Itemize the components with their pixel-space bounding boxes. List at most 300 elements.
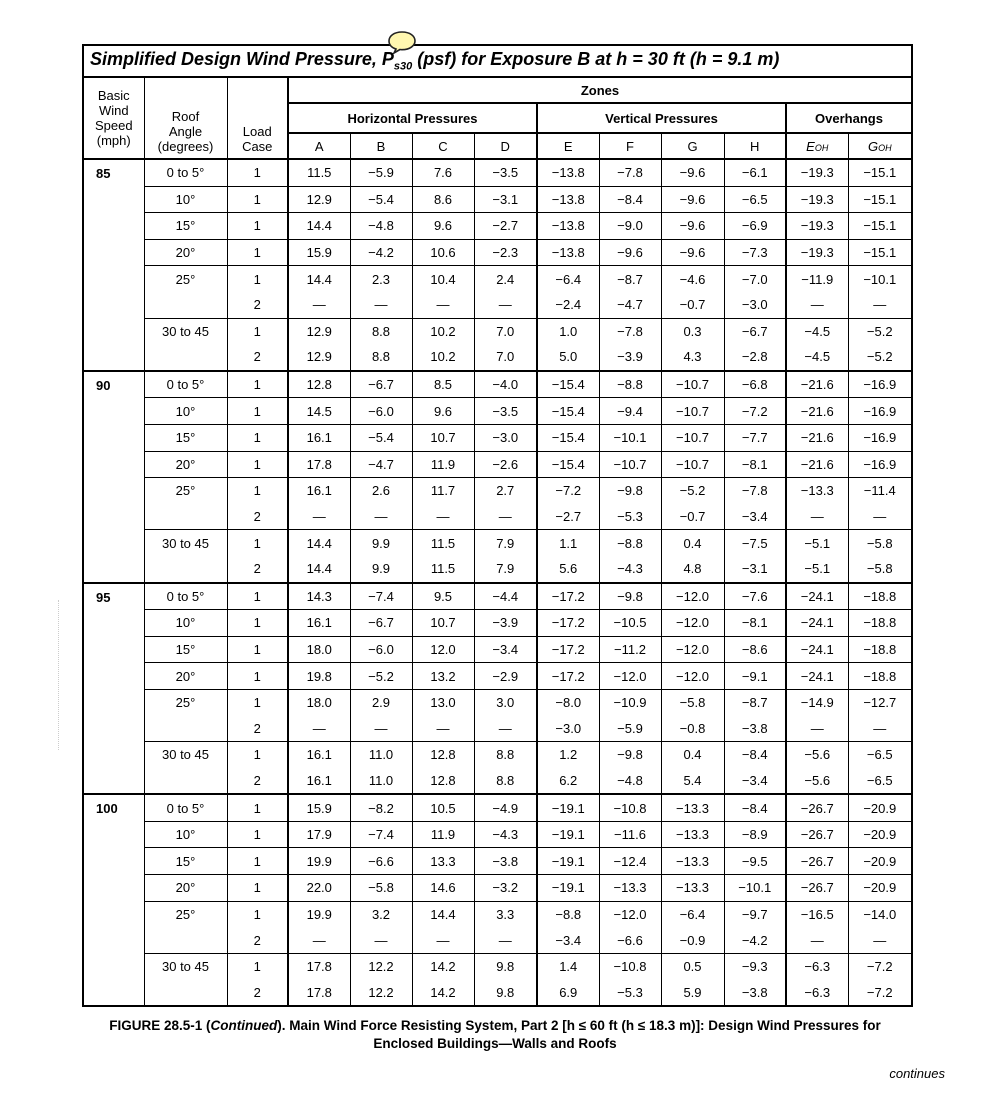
load-case-cell: 1: [227, 266, 288, 292]
load-case-cell: 1: [227, 689, 288, 715]
pressure-value-cell: 1.4: [537, 953, 599, 979]
pressure-value-cell: −4.3: [599, 556, 661, 583]
pressure-value-cell: −19.3: [786, 186, 848, 213]
pressure-value-cell: 17.8: [288, 451, 350, 478]
load-case-cell: 1: [227, 821, 288, 848]
pressure-value-cell: 5.0: [537, 344, 599, 371]
load-case-cell: 1: [227, 424, 288, 451]
pressure-value-cell: —: [412, 927, 474, 953]
pressure-value-cell: −21.6: [786, 451, 848, 478]
pressure-value-cell: 18.0: [288, 636, 350, 663]
load-case-cell: 1: [227, 901, 288, 927]
col-header-f: F: [599, 133, 661, 159]
pressure-value-cell: 7.0: [474, 318, 537, 344]
pressure-value-cell: −8.4: [599, 186, 661, 213]
pressure-value-cell: 8.6: [412, 186, 474, 213]
pressure-value-cell: −15.4: [537, 451, 599, 478]
pressure-value-cell: −19.1: [537, 821, 599, 848]
pressure-value-cell: 7.9: [474, 556, 537, 583]
pressure-value-cell: −4.2: [350, 239, 412, 266]
roof-angle-cell: 30 to 45: [144, 953, 227, 979]
pressure-value-cell: −3.2: [474, 875, 537, 902]
pressure-value-cell: −20.9: [848, 794, 912, 821]
load-case-cell: 2: [227, 715, 288, 741]
pressure-value-cell: −6.0: [350, 398, 412, 425]
pressure-value-cell: 0.4: [661, 742, 724, 768]
pressure-value-cell: −8.2: [350, 794, 412, 821]
table-row: [83, 821, 912, 848]
load-case-cell: 1: [227, 239, 288, 266]
roof-angle-cell: [144, 768, 227, 795]
pressure-value-cell: 15.9: [288, 239, 350, 266]
pressure-value-cell: 9.8: [474, 979, 537, 1006]
pressure-value-cell: —: [350, 292, 412, 318]
pressure-value-cell: 11.0: [350, 742, 412, 768]
pressure-value-cell: −7.2: [848, 979, 912, 1006]
pressure-value-cell: 14.4: [412, 901, 474, 927]
wind-speed-cell: 100: [83, 794, 144, 1006]
pressure-value-cell: −10.1: [848, 266, 912, 292]
pressure-value-cell: −8.7: [599, 266, 661, 292]
header-horizontal-pressures: Horizontal Pressures: [288, 103, 537, 133]
pressure-value-cell: −5.8: [848, 530, 912, 556]
pressure-value-cell: −6.8: [724, 371, 786, 398]
pressure-value-cell: 7.6: [412, 159, 474, 186]
pressure-value-cell: −19.1: [537, 848, 599, 875]
roof-angle-cell: 10°: [144, 610, 227, 637]
pressure-value-cell: −9.6: [661, 239, 724, 266]
pressure-value-cell: −6.4: [537, 266, 599, 292]
load-case-cell: 1: [227, 318, 288, 344]
pressure-value-cell: 0.5: [661, 953, 724, 979]
pressure-value-cell: −10.1: [724, 875, 786, 902]
pressure-value-cell: −26.7: [786, 848, 848, 875]
roof-angle-cell: 20°: [144, 451, 227, 478]
pressure-value-cell: −24.1: [786, 610, 848, 637]
pressure-value-cell: −18.8: [848, 663, 912, 690]
load-case-cell: 1: [227, 478, 288, 504]
pressure-value-cell: −5.2: [848, 318, 912, 344]
pressure-value-cell: −6.6: [350, 848, 412, 875]
pressure-value-cell: −4.0: [474, 371, 537, 398]
pressure-value-cell: 14.4: [288, 530, 350, 556]
pressure-value-cell: −5.1: [786, 530, 848, 556]
pressure-value-cell: 5.9: [661, 979, 724, 1006]
pressure-value-cell: —: [474, 292, 537, 318]
pressure-value-cell: —: [288, 715, 350, 741]
pressure-value-cell: −3.4: [537, 927, 599, 953]
roof-angle-cell: 15°: [144, 636, 227, 663]
pressure-value-cell: 14.4: [288, 266, 350, 292]
pressure-value-cell: −7.0: [724, 266, 786, 292]
pressure-value-cell: −9.6: [661, 213, 724, 240]
pressure-value-cell: −5.6: [786, 768, 848, 795]
pressure-value-cell: −10.8: [599, 794, 661, 821]
roof-angle-cell: [144, 979, 227, 1006]
col-header-e: E: [537, 133, 599, 159]
load-case-cell: 1: [227, 371, 288, 398]
table-row: [83, 424, 912, 451]
pressure-value-cell: 13.2: [412, 663, 474, 690]
header-load-case: Load Case: [227, 77, 288, 159]
pressure-value-cell: 11.5: [412, 556, 474, 583]
pressure-value-cell: −24.1: [786, 636, 848, 663]
pressure-value-cell: 16.1: [288, 742, 350, 768]
load-case-cell: 1: [227, 186, 288, 213]
table-row: [83, 742, 912, 768]
pressure-value-cell: −10.1: [599, 424, 661, 451]
pressure-value-cell: −12.0: [661, 610, 724, 637]
wind-pressure-table-container: [82, 44, 911, 1007]
pressure-value-cell: 10.2: [412, 344, 474, 371]
table-row: [83, 953, 912, 979]
table-row: [83, 583, 912, 610]
pressure-value-cell: −0.7: [661, 504, 724, 530]
pressure-value-cell: —: [412, 715, 474, 741]
pressure-value-cell: −26.7: [786, 821, 848, 848]
table-row: [83, 715, 912, 741]
pressure-value-cell: −10.9: [599, 689, 661, 715]
pressure-value-cell: —: [350, 927, 412, 953]
continues-note: continues: [889, 1066, 945, 1081]
pressure-value-cell: −24.1: [786, 583, 848, 610]
pressure-value-cell: —: [412, 504, 474, 530]
pressure-value-cell: 3.3: [474, 901, 537, 927]
pressure-value-cell: −20.9: [848, 875, 912, 902]
pressure-value-cell: 4.8: [661, 556, 724, 583]
pressure-value-cell: 14.3: [288, 583, 350, 610]
roof-angle-cell: 30 to 45: [144, 318, 227, 344]
pressure-value-cell: −9.5: [724, 848, 786, 875]
pressure-value-cell: 10.6: [412, 239, 474, 266]
header-roof-angle: Roof Angle (degrees): [144, 77, 227, 159]
pressure-value-cell: −6.1: [724, 159, 786, 186]
pressure-value-cell: −5.3: [599, 504, 661, 530]
pressure-value-cell: −2.7: [537, 504, 599, 530]
pressure-value-cell: 9.9: [350, 556, 412, 583]
pressure-value-cell: 9.6: [412, 398, 474, 425]
pressure-value-cell: −9.4: [599, 398, 661, 425]
col-header-a: A: [288, 133, 350, 159]
pressure-value-cell: −6.7: [350, 371, 412, 398]
pressure-value-cell: −3.0: [474, 424, 537, 451]
pressure-value-cell: −7.2: [724, 398, 786, 425]
pressure-value-cell: 19.9: [288, 848, 350, 875]
pressure-value-cell: −6.9: [724, 213, 786, 240]
load-case-cell: 1: [227, 794, 288, 821]
load-case-cell: 1: [227, 583, 288, 610]
pressure-value-cell: —: [786, 504, 848, 530]
pressure-value-cell: 11.9: [412, 821, 474, 848]
pressure-value-cell: −8.7: [724, 689, 786, 715]
pressure-value-cell: 3.2: [350, 901, 412, 927]
pressure-value-cell: −12.0: [599, 901, 661, 927]
pressure-value-cell: 8.5: [412, 371, 474, 398]
pressure-value-cell: −3.1: [474, 186, 537, 213]
pressure-value-cell: −8.6: [724, 636, 786, 663]
pressure-value-cell: 14.2: [412, 979, 474, 1006]
table-body: [83, 159, 912, 1006]
pressure-value-cell: 13.0: [412, 689, 474, 715]
pressure-value-cell: 2.9: [350, 689, 412, 715]
roof-angle-cell: 0 to 5°: [144, 371, 227, 398]
pressure-value-cell: −10.5: [599, 610, 661, 637]
load-case-cell: 2: [227, 556, 288, 583]
pressure-value-cell: 8.8: [350, 344, 412, 371]
col-header-h: H: [724, 133, 786, 159]
load-case-cell: 1: [227, 953, 288, 979]
pressure-value-cell: 9.6: [412, 213, 474, 240]
pressure-value-cell: −8.1: [724, 451, 786, 478]
pressure-value-cell: 2.6: [350, 478, 412, 504]
pressure-value-cell: −4.8: [350, 213, 412, 240]
pressure-value-cell: −8.9: [724, 821, 786, 848]
pressure-value-cell: −17.2: [537, 610, 599, 637]
pressure-value-cell: −12.0: [599, 663, 661, 690]
roof-angle-cell: 15°: [144, 424, 227, 451]
pressure-value-cell: −15.4: [537, 371, 599, 398]
pressure-value-cell: −5.2: [350, 663, 412, 690]
wind-pressure-table: [82, 44, 913, 1007]
pressure-value-cell: −17.2: [537, 583, 599, 610]
table-row: [83, 292, 912, 318]
load-case-cell: 1: [227, 451, 288, 478]
roof-angle-cell: [144, 504, 227, 530]
pressure-value-cell: −4.4: [474, 583, 537, 610]
table-row: [83, 478, 912, 504]
pressure-value-cell: 5.4: [661, 768, 724, 795]
pressure-value-cell: −20.9: [848, 821, 912, 848]
pressure-value-cell: 3.0: [474, 689, 537, 715]
pressure-value-cell: −5.9: [350, 159, 412, 186]
table-row: [83, 504, 912, 530]
pressure-value-cell: 12.2: [350, 979, 412, 1006]
pressure-value-cell: −6.5: [848, 742, 912, 768]
pressure-value-cell: −11.6: [599, 821, 661, 848]
roof-angle-cell: [144, 556, 227, 583]
pressure-value-cell: 5.6: [537, 556, 599, 583]
pressure-value-cell: —: [786, 927, 848, 953]
pressure-value-cell: −9.6: [661, 186, 724, 213]
pressure-value-cell: −2.3: [474, 239, 537, 266]
pressure-value-cell: −4.7: [599, 292, 661, 318]
table-row: [83, 556, 912, 583]
pressure-value-cell: −6.6: [599, 927, 661, 953]
load-case-cell: 2: [227, 768, 288, 795]
pressure-value-cell: −6.5: [848, 768, 912, 795]
table-row: [83, 794, 912, 821]
pressure-value-cell: −19.3: [786, 213, 848, 240]
pressure-value-cell: −2.6: [474, 451, 537, 478]
pressure-value-cell: 12.8: [288, 371, 350, 398]
roof-angle-cell: 0 to 5°: [144, 583, 227, 610]
pressure-value-cell: —: [412, 292, 474, 318]
pressure-value-cell: 8.8: [474, 742, 537, 768]
pressure-value-cell: −4.5: [786, 344, 848, 371]
pressure-value-cell: −4.5: [786, 318, 848, 344]
pressure-value-cell: −14.9: [786, 689, 848, 715]
pressure-value-cell: −7.5: [724, 530, 786, 556]
pressure-value-cell: −24.1: [786, 663, 848, 690]
pressure-value-cell: −3.9: [474, 610, 537, 637]
pressure-value-cell: 15.9: [288, 794, 350, 821]
pressure-value-cell: −8.1: [724, 610, 786, 637]
pressure-value-cell: −5.4: [350, 424, 412, 451]
pressure-value-cell: 16.1: [288, 424, 350, 451]
pressure-value-cell: 13.3: [412, 848, 474, 875]
pressure-value-cell: —: [848, 715, 912, 741]
pressure-value-cell: 10.4: [412, 266, 474, 292]
table-row: [83, 186, 912, 213]
pressure-value-cell: −11.2: [599, 636, 661, 663]
pressure-value-cell: −9.8: [599, 583, 661, 610]
pressure-value-cell: −15.4: [537, 424, 599, 451]
pressure-value-cell: −16.5: [786, 901, 848, 927]
pressure-value-cell: −20.9: [848, 848, 912, 875]
pressure-value-cell: −5.9: [599, 715, 661, 741]
pressure-value-cell: −5.8: [661, 689, 724, 715]
roof-angle-cell: 30 to 45: [144, 742, 227, 768]
pressure-value-cell: 9.8: [474, 953, 537, 979]
pressure-value-cell: −13.8: [537, 239, 599, 266]
pressure-value-cell: 9.9: [350, 530, 412, 556]
pressure-value-cell: −17.2: [537, 663, 599, 690]
pressure-value-cell: −9.7: [724, 901, 786, 927]
pressure-value-cell: −9.1: [724, 663, 786, 690]
pressure-value-cell: −6.5: [724, 186, 786, 213]
pressure-value-cell: 14.4: [288, 213, 350, 240]
wind-speed-cell: 90: [83, 371, 144, 583]
table-row: [83, 239, 912, 266]
pressure-value-cell: 10.7: [412, 610, 474, 637]
pressure-value-cell: —: [474, 504, 537, 530]
pressure-value-cell: −9.3: [724, 953, 786, 979]
roof-angle-cell: 25°: [144, 689, 227, 715]
roof-angle-cell: 10°: [144, 821, 227, 848]
pressure-value-cell: −0.8: [661, 715, 724, 741]
pressure-value-cell: 0.3: [661, 318, 724, 344]
pressure-value-cell: −9.0: [599, 213, 661, 240]
pressure-value-cell: 7.0: [474, 344, 537, 371]
pressure-value-cell: −7.2: [537, 478, 599, 504]
pressure-value-cell: −8.4: [724, 742, 786, 768]
load-case-cell: 1: [227, 848, 288, 875]
table-row: [83, 636, 912, 663]
table-row: [83, 927, 912, 953]
table-row: [83, 610, 912, 637]
pressure-value-cell: −7.8: [724, 478, 786, 504]
pressure-value-cell: 2.4: [474, 266, 537, 292]
pressure-value-cell: 16.1: [288, 768, 350, 795]
pressure-value-cell: −9.8: [599, 478, 661, 504]
table-row: [83, 901, 912, 927]
pressure-value-cell: −8.8: [537, 901, 599, 927]
header-zones: Zones: [288, 77, 912, 103]
pressure-value-cell: 8.8: [474, 768, 537, 795]
pressure-value-cell: −8.0: [537, 689, 599, 715]
pressure-value-cell: −3.9: [599, 344, 661, 371]
header-basic-wind-speed: Basic Wind Speed (mph): [83, 77, 144, 159]
table-row: [83, 451, 912, 478]
pressure-value-cell: −5.6: [786, 742, 848, 768]
pressure-value-cell: −5.2: [848, 344, 912, 371]
pressure-value-cell: −21.6: [786, 424, 848, 451]
pressure-value-cell: −7.7: [724, 424, 786, 451]
pressure-value-cell: −13.3: [661, 848, 724, 875]
pressure-value-cell: 12.0: [412, 636, 474, 663]
table-row: [83, 318, 912, 344]
pressure-value-cell: 1.2: [537, 742, 599, 768]
load-case-cell: 1: [227, 213, 288, 240]
pressure-value-cell: −11.9: [786, 266, 848, 292]
pressure-value-cell: −13.3: [661, 821, 724, 848]
pressure-value-cell: 11.5: [288, 159, 350, 186]
pressure-value-cell: −4.7: [350, 451, 412, 478]
pressure-value-cell: 19.8: [288, 663, 350, 690]
roof-angle-cell: 25°: [144, 266, 227, 292]
pressure-value-cell: −5.4: [350, 186, 412, 213]
pressure-value-cell: —: [848, 292, 912, 318]
pressure-value-cell: −2.9: [474, 663, 537, 690]
pressure-value-cell: 9.5: [412, 583, 474, 610]
pressure-value-cell: 16.1: [288, 478, 350, 504]
table-row: [83, 213, 912, 240]
pressure-value-cell: —: [848, 927, 912, 953]
pressure-value-cell: −3.8: [724, 715, 786, 741]
pressure-value-cell: −6.4: [661, 901, 724, 927]
pressure-value-cell: −7.3: [724, 239, 786, 266]
pressure-value-cell: 1.0: [537, 318, 599, 344]
pressure-value-cell: −13.8: [537, 213, 599, 240]
table-row: [83, 848, 912, 875]
pressure-value-cell: −15.1: [848, 213, 912, 240]
roof-angle-cell: 20°: [144, 875, 227, 902]
pressure-value-cell: 14.6: [412, 875, 474, 902]
pressure-value-cell: 12.9: [288, 318, 350, 344]
pressure-value-cell: 4.3: [661, 344, 724, 371]
pressure-value-cell: −18.8: [848, 636, 912, 663]
pressure-value-cell: −15.4: [537, 398, 599, 425]
col-header-goh: GOH: [848, 133, 912, 159]
pressure-value-cell: −21.6: [786, 398, 848, 425]
pressure-value-cell: −7.8: [599, 159, 661, 186]
pressure-value-cell: −4.9: [474, 794, 537, 821]
load-case-cell: 1: [227, 159, 288, 186]
figure-caption: FIGURE 28.5-1 (Continued). Main Wind Force Resisting System, Part 2 [h ≤ 60 ft (h ≤ 18.3 m)]: Design Wind Pressures for Enclosed Buildings—Walls and Roofs: [109, 1018, 881, 1051]
pressure-value-cell: −4.6: [661, 266, 724, 292]
pressure-value-cell: −9.6: [661, 159, 724, 186]
pressure-value-cell: −9.6: [599, 239, 661, 266]
pressure-value-cell: 17.9: [288, 821, 350, 848]
load-case-cell: 1: [227, 530, 288, 556]
pressure-value-cell: −3.1: [724, 556, 786, 583]
pressure-value-cell: −12.4: [599, 848, 661, 875]
pressure-value-cell: −13.3: [599, 875, 661, 902]
roof-angle-cell: 15°: [144, 213, 227, 240]
pressure-value-cell: −18.8: [848, 610, 912, 637]
pressure-value-cell: —: [786, 715, 848, 741]
pressure-value-cell: −5.3: [599, 979, 661, 1006]
pressure-value-cell: −26.7: [786, 875, 848, 902]
load-case-cell: 2: [227, 292, 288, 318]
pressure-value-cell: 1.1: [537, 530, 599, 556]
pressure-value-cell: −3.4: [724, 504, 786, 530]
col-header-d: D: [474, 133, 537, 159]
pressure-value-cell: −8.8: [599, 530, 661, 556]
roof-angle-cell: [144, 927, 227, 953]
table-row: [83, 875, 912, 902]
roof-angle-cell: 25°: [144, 901, 227, 927]
